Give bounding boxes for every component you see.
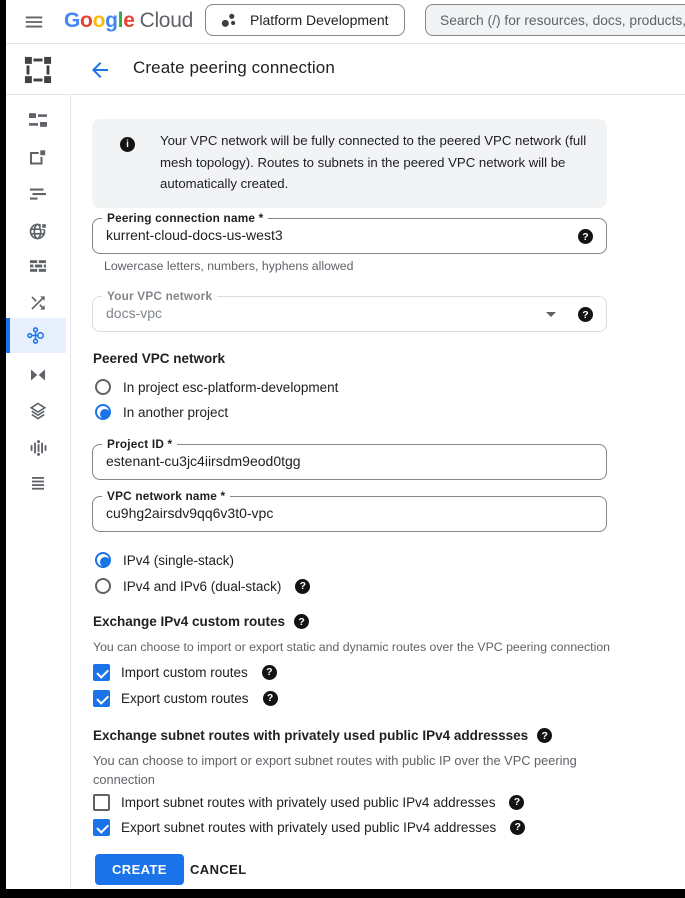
radio-ipv4-single-stack[interactable]: IPv4 (single-stack) — [95, 550, 234, 570]
project-id-label: Project ID * — [102, 437, 177, 451]
export-subnet-routes-help-icon[interactable] — [510, 820, 525, 835]
sidebar-item-vpc-networks[interactable] — [6, 102, 70, 138]
checkbox[interactable] — [93, 664, 110, 681]
project-id-field[interactable] — [92, 437, 607, 480]
radio-ipv4-ipv6-dual-stack[interactable]: IPv4 and IPv6 (dual-stack) ? — [95, 576, 310, 596]
dual-stack-help-icon[interactable] — [295, 579, 310, 594]
checkbox-export-custom-routes[interactable]: Export custom routes ? — [93, 688, 278, 708]
info-banner-text: Your VPC network will be fully connected to the peered VPC network (full mesh topology). Routes to subnets in the peered VPC network will be automatically created. — [160, 133, 587, 191]
sidebar-item-network-list[interactable] — [6, 465, 70, 501]
main-menu-icon[interactable] — [23, 11, 45, 33]
page-header — [0, 44, 685, 95]
radio-another-project[interactable]: In another project — [95, 402, 228, 422]
sidebar-item-shared-vpc[interactable] — [6, 357, 70, 393]
vpc-network-name-label: VPC network name * — [102, 489, 230, 503]
dropdown-caret-icon — [546, 312, 556, 317]
checkbox-export-subnet-routes[interactable]: Export subnet routes with privately used public IPv4 addresses ? — [93, 817, 525, 837]
sidebar-item-vpc-network-peering[interactable] — [6, 318, 66, 353]
shared-vpc-icon — [28, 365, 48, 385]
your-vpc-network-value: docs-vpc — [106, 305, 163, 321]
peered-vpc-section-title: Peered VPC network — [93, 351, 226, 366]
radio-button[interactable] — [95, 578, 111, 594]
peering-name-field[interactable] — [92, 211, 607, 254]
custom-routes-section-title: Exchange IPv4 custom routes ? — [93, 614, 309, 629]
checkbox[interactable] — [93, 794, 110, 811]
your-vpc-network-help-icon[interactable] — [578, 307, 593, 322]
checkbox[interactable] — [93, 819, 110, 836]
peering-name-value: kurrent-cloud-docs-us-west3 — [106, 227, 283, 243]
project-selector-button[interactable] — [205, 4, 405, 36]
sidebar-item-packet-mirroring[interactable] — [6, 430, 70, 466]
vpc-network-peering-icon — [26, 326, 46, 346]
network-list-icon — [28, 473, 48, 493]
sidebar-item-serverless-vpc-access[interactable] — [6, 393, 70, 429]
sidebar-divider — [70, 44, 71, 890]
radio-in-project[interactable]: In project esc-platform-development — [95, 377, 338, 397]
export-custom-routes-help-icon[interactable] — [263, 691, 278, 706]
peering-name-helper-text: Lowercase letters, numbers, hyphens allowed — [104, 259, 354, 273]
vpc-network-product-icon — [22, 54, 54, 86]
subnet-routes-help-icon[interactable] — [537, 728, 552, 743]
checkbox[interactable] — [93, 690, 110, 707]
external-ip-icon — [28, 147, 48, 167]
your-vpc-network-label: Your VPC network — [102, 289, 217, 303]
packet-mirroring-icon — [28, 438, 48, 458]
peering-name-help-icon[interactable] — [578, 229, 593, 244]
global-routes-icon — [28, 221, 48, 241]
custom-routes-description: You can choose to import or export static and dynamic routes over the VPC peering connection — [93, 640, 610, 654]
your-vpc-network-select — [92, 289, 607, 332]
serverless-vpc-access-icon — [28, 401, 48, 421]
screen-edge-left — [0, 0, 6, 898]
project-icon — [220, 11, 239, 30]
cancel-button[interactable]: CANCEL — [190, 854, 247, 885]
firewall-icon — [28, 256, 48, 276]
info-banner — [92, 119, 607, 208]
google-cloud-logo[interactable]: Google Cloud — [64, 9, 193, 32]
custom-routes-help-icon[interactable] — [294, 614, 309, 629]
sidebar-item-global-routes[interactable] — [6, 213, 70, 249]
vpc-network-name-value: cu9hg2airsdv9qq6v3t0-vpc — [106, 505, 274, 521]
checkbox-import-custom-routes[interactable]: Import custom routes ? — [93, 662, 277, 682]
create-button[interactable]: CREATE — [95, 854, 184, 885]
screen-edge-bottom — [0, 889, 685, 898]
sidebar-item-routes[interactable] — [6, 285, 70, 321]
radio-button[interactable] — [95, 552, 111, 568]
import-custom-routes-help-icon[interactable] — [262, 665, 277, 680]
back-arrow-icon[interactable] — [88, 58, 112, 82]
sidebar-item-external-ip[interactable] — [6, 139, 70, 175]
routes-icon — [28, 293, 48, 313]
checkbox-import-subnet-routes[interactable]: Import subnet routes with privately used public IPv4 addresses ? — [93, 792, 524, 812]
subnet-routes-description: You can choose to import or export subnet routes with public IP over the VPC peering connection — [93, 753, 577, 787]
vpc-networks-icon — [28, 110, 48, 130]
vpc-network-name-field[interactable] — [92, 489, 607, 532]
top-app-bar — [0, 0, 685, 44]
peering-name-label: Peering connection name * — [102, 211, 268, 225]
project-id-value: estenant-cu3jc4iirsdm9eod0tgg — [106, 453, 301, 469]
info-icon — [120, 137, 135, 152]
filter-rules-icon — [28, 184, 48, 204]
import-subnet-routes-help-icon[interactable] — [509, 795, 524, 810]
project-selector-label: Platform Development — [250, 12, 389, 28]
radio-button[interactable] — [95, 404, 111, 420]
sidebar-item-firewall[interactable] — [6, 248, 70, 284]
page-title: Create peering connection — [133, 58, 335, 77]
search-input[interactable] — [425, 4, 685, 36]
sidebar-item-filter-rules[interactable] — [6, 176, 70, 212]
subnet-routes-section-title: Exchange subnet routes with privately used public IPv4 addressses ? — [93, 728, 552, 743]
radio-button[interactable] — [95, 379, 111, 395]
